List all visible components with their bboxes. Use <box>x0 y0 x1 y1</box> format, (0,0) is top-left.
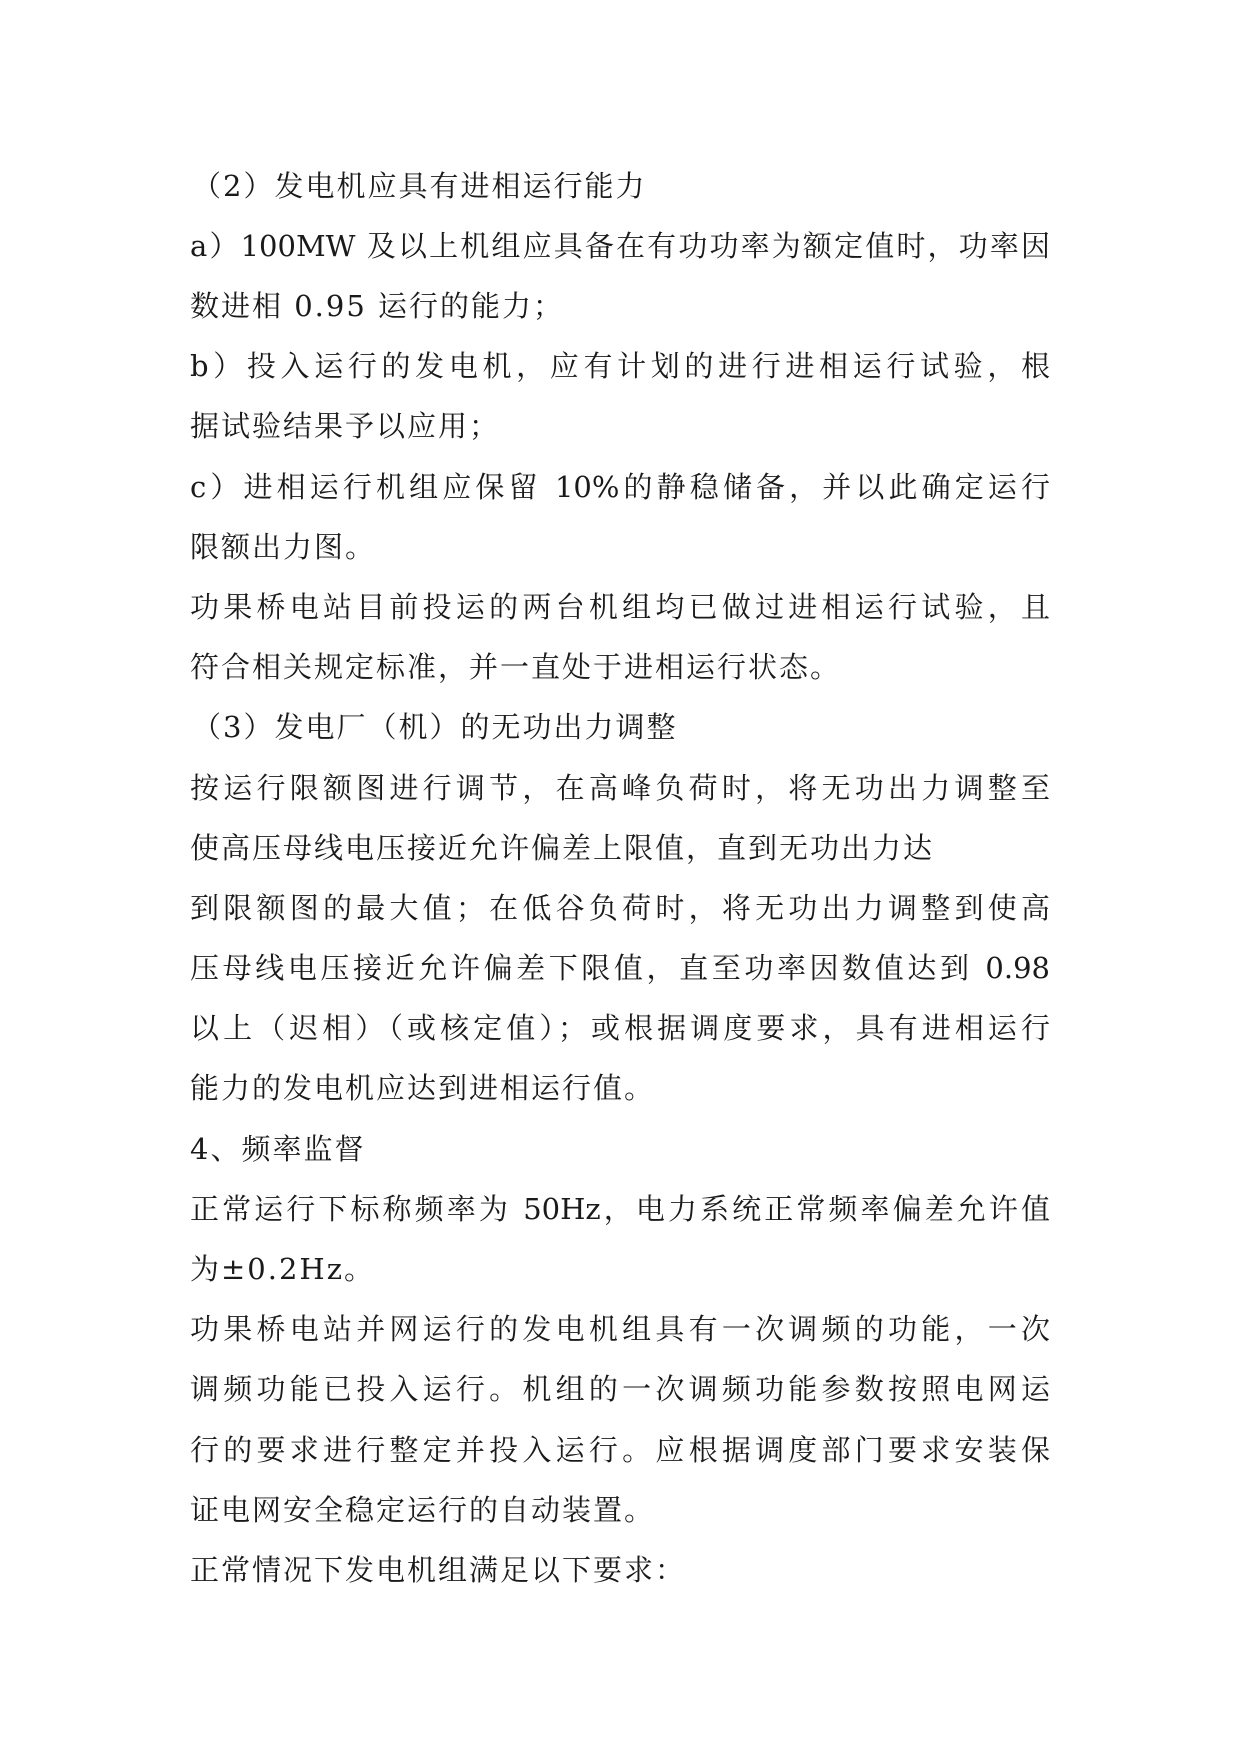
text-line: 按运行限额图进行调节，在高峰负荷时，将无功出力调整至 <box>190 771 1050 805</box>
text-line: 调频功能已投入运行。机组的一次调频功能参数按照电网运 <box>190 1372 1050 1406</box>
text-line: c）进相运行机组应保留 10%的静稳储备，并以此确定运行 <box>190 470 1050 504</box>
text-line: 功果桥电站目前投运的两台机组均已做过进相运行试验，且 <box>190 590 1050 624</box>
text-line: 行的要求进行整定并投入运行。应根据调度部门要求安装保 <box>190 1433 1050 1467</box>
text-line: 数进相 0.95 运行的能力； <box>190 289 565 323</box>
heading-2-leading-phase: （2）发电机应具有进相运行能力 <box>192 169 647 203</box>
text-line: 正常情况下发电机组满足以下要求： <box>190 1553 687 1587</box>
heading-3-reactive-output: （3）发电厂（机）的无功出力调整 <box>192 710 678 744</box>
text-line: 压母线电压接近允许偏差下限值，直至功率因数值达到 0.98 <box>190 951 1050 985</box>
text-line: 能力的发电机应达到进相运行值。 <box>190 1071 656 1105</box>
text-line: 正常运行下标称频率为 50Hz，电力系统正常频率偏差允许值 <box>190 1192 1050 1226</box>
text-line: 使高压母线电压接近允许偏差上限值，直到无功出力达 <box>190 831 935 865</box>
text-line: 限额出力图。 <box>190 530 377 564</box>
heading-4-frequency: 4、频率监督 <box>190 1132 366 1166</box>
text-line: a）100MW 及以上机组应具备在有功功率为额定值时，功率因 <box>190 229 1050 263</box>
text-line: 符合相关规定标准，并一直处于进相运行状态。 <box>190 650 842 684</box>
text-line: 以上（迟相）（或核定值）；或根据调度要求，具有进相运行 <box>190 1011 1050 1045</box>
text-line: 为±0.2Hz。 <box>190 1252 375 1286</box>
text-line: b）投入运行的发电机，应有计划的进行进相运行试验，根 <box>190 349 1050 383</box>
text-line: 证电网安全稳定运行的自动装置。 <box>190 1493 656 1527</box>
text-line: 据试验结果予以应用； <box>190 409 501 443</box>
text-line: 功果桥电站并网运行的发电机组具有一次调频的功能，一次 <box>190 1312 1050 1346</box>
text-line: 到限额图的最大值；在低谷负荷时，将无功出力调整到使高 <box>190 891 1050 925</box>
